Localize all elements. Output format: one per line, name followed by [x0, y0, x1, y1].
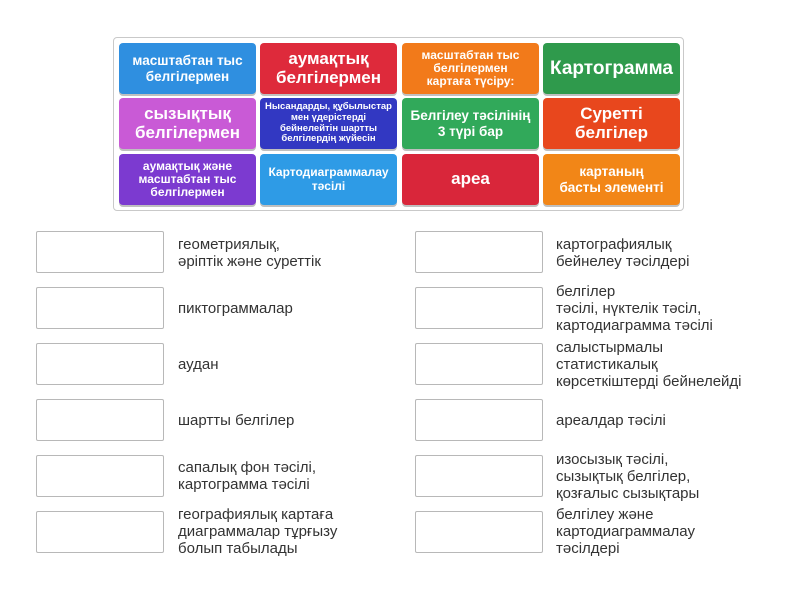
drop-slot[interactable]	[36, 399, 164, 441]
clue-text: сапалық фон тәсілі, картограмма тәсілі	[178, 459, 317, 493]
drop-slot[interactable]	[415, 231, 543, 273]
drop-slot[interactable]	[36, 231, 164, 273]
clue-text: пиктограммалар	[178, 300, 293, 317]
clue-text: белгілер тәсілі, нүктелік тәсіл, картодиаграмма тәсілі	[556, 283, 713, 334]
drop-slot[interactable]	[36, 455, 164, 497]
drop-slot[interactable]	[415, 287, 543, 329]
drop-slot[interactable]	[36, 287, 164, 329]
clue-text: белгілеу және картодиаграммалау тәсілдері	[556, 506, 695, 557]
clue-text: аудан	[178, 356, 219, 373]
drop-slot[interactable]	[415, 343, 543, 385]
clue-text: картографиялық бейнелеу тәсілдері	[556, 236, 690, 270]
drop-slot[interactable]	[36, 511, 164, 553]
drop-slot[interactable]	[36, 343, 164, 385]
clue-text: ареалдар тәсілі	[556, 412, 666, 429]
answer-tile[interactable]: Суретті белгілер	[543, 98, 680, 149]
clue-text: геометриялық, әріптік және суреттік	[178, 236, 321, 270]
answer-tile[interactable]: аумақтық және масштабтан тыс белгілермен	[119, 154, 256, 205]
answer-tile[interactable]: Нысандарды, құбылыстар мен үдерістерді бейнелейтін шартты белгілердің жүйесін	[260, 98, 397, 149]
answer-tile[interactable]: Картодиаграммалау тәсілі	[260, 154, 397, 205]
clue-text: салыстырмалы статистикалық көрсеткіштерді бейнелейді	[556, 339, 742, 390]
drop-slot[interactable]	[415, 399, 543, 441]
answer-tile[interactable]: аумақтық белгілермен	[260, 43, 397, 94]
answer-tile[interactable]: масштабтан тыс белгілермен картаға түсіру:	[402, 43, 539, 94]
answer-tile[interactable]: ареа	[402, 154, 539, 205]
clue-text: изосызық тәсілі, сызықтық белгілер, қозғалыс сызықтары	[556, 451, 700, 502]
answer-tile[interactable]: Белгілеу тәсілінің 3 түрі бар	[402, 98, 539, 149]
answer-tile[interactable]: сызықтық белгілермен	[119, 98, 256, 149]
answer-tile[interactable]: Картограмма	[543, 43, 680, 94]
drop-slot[interactable]	[415, 511, 543, 553]
clue-text: шартты белгілер	[178, 412, 295, 429]
drop-slot[interactable]	[415, 455, 543, 497]
clue-text: географиялық картаға диаграммалар тұрғызу болып табылады	[178, 506, 338, 557]
answer-tile[interactable]: масштабтан тыс белгілермен	[119, 43, 256, 94]
answer-tile[interactable]: картаның басты элементі	[543, 154, 680, 205]
